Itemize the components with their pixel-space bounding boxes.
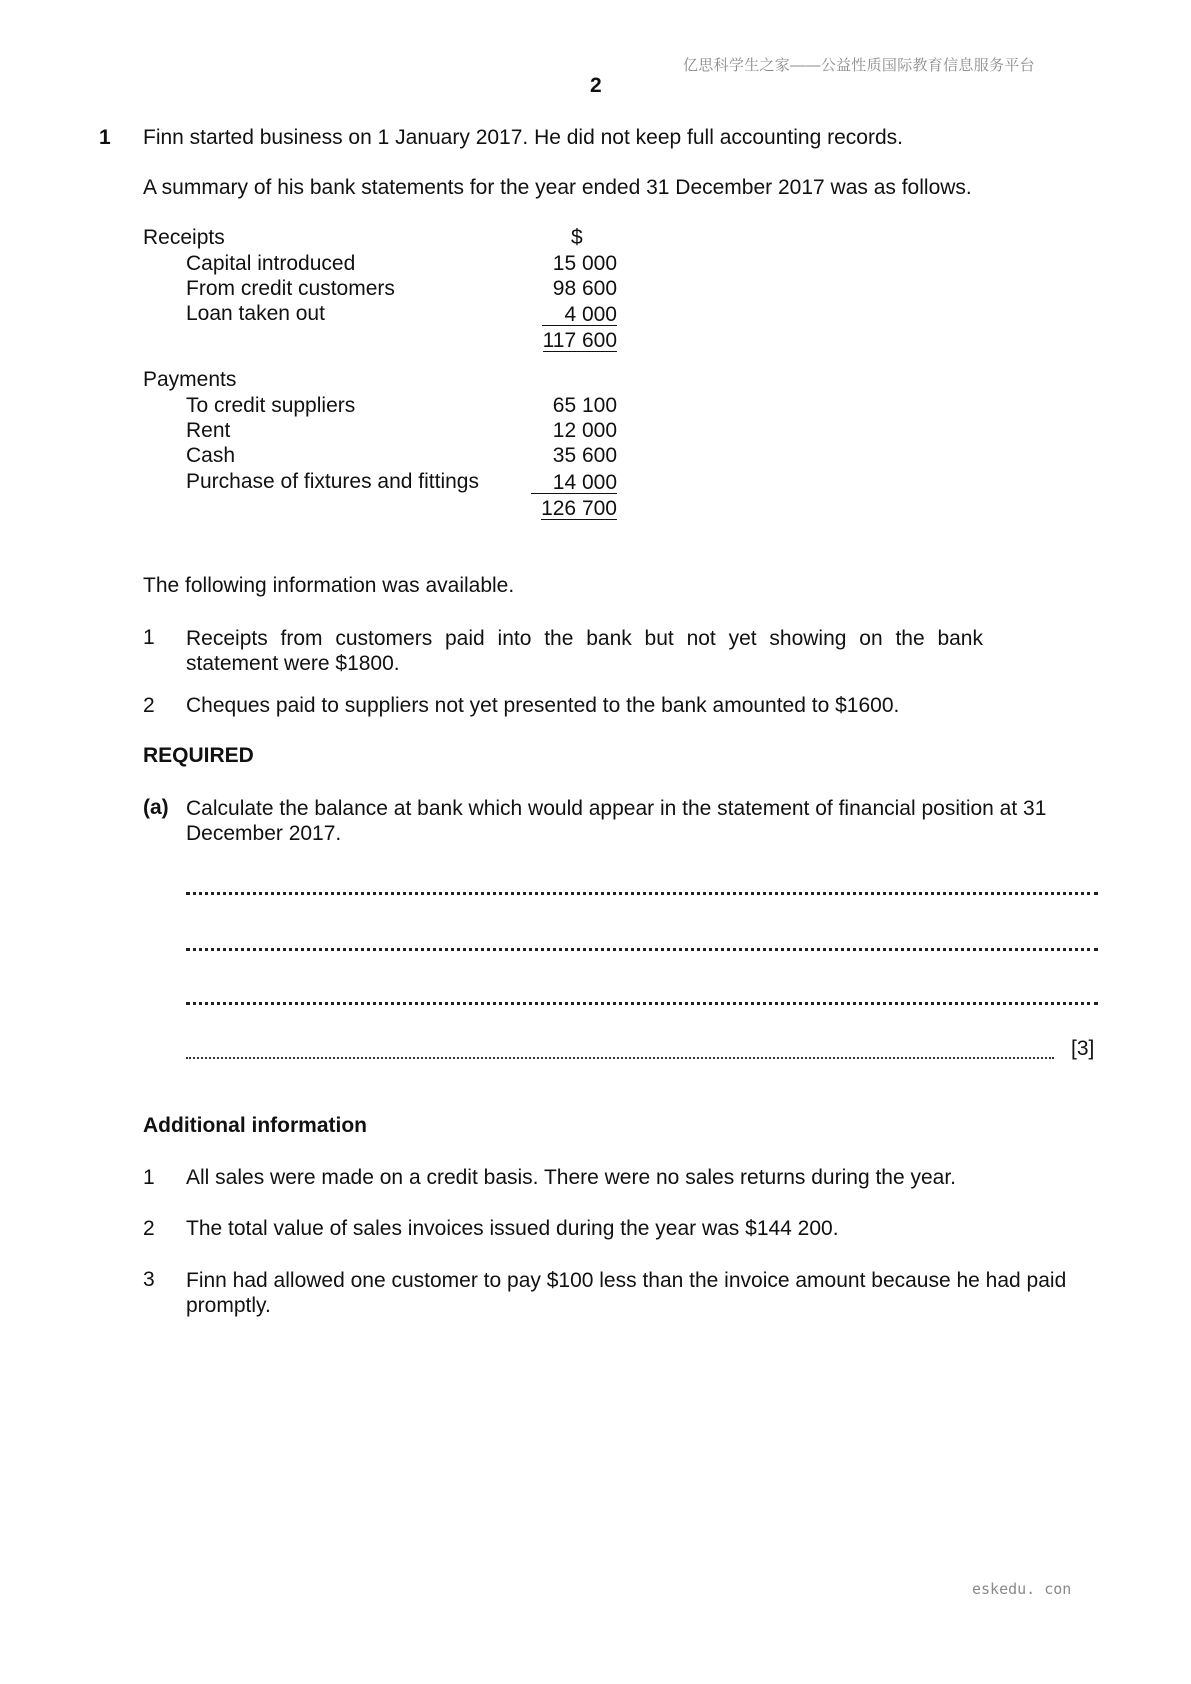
answer-line[interactable] [186,948,1098,951]
question-intro: Finn started business on 1 January 2017. He did not keep full accounting records. [143,126,903,149]
watermark-top: 亿思科学生之家——公益性质国际教育信息服务平台 [683,57,1035,74]
part-a-question: Calculate the balance at bank which would appear in the statement of financial position at 31 December 2017. [186,797,1047,845]
info-item-number: 1 [143,626,155,649]
payment-label: Cash [186,444,236,467]
additional-item-number: 3 [143,1268,155,1291]
marks-label: [3] [1071,1037,1095,1060]
receipt-amount: 98 600 [552,277,617,300]
receipts-heading: Receipts [143,226,225,249]
info-item-number: 2 [143,694,155,717]
receipt-label: From credit customers [186,277,395,300]
additional-item-number: 2 [143,1217,155,1240]
receipts-total: 117 600 [542,329,617,352]
answer-line[interactable] [186,892,1098,895]
payment-amount: 35 600 [552,444,617,467]
payments-total: 126 700 [541,497,617,520]
additional-item-text: The total value of sales invoices issued during the year was $144 200. [186,1217,839,1240]
payment-amount: 65 100 [552,394,617,417]
watermark-bottom: eskedu. con [972,1580,1072,1598]
payment-label: Rent [186,419,231,442]
payment-amount: 12 000 [552,419,617,442]
currency-header: $ [571,226,583,249]
receipt-amount: 15 000 [552,252,617,275]
receipt-label: Loan taken out [186,302,325,325]
information-intro: The following information was available. [143,574,515,597]
answer-line[interactable] [186,1057,1054,1059]
info-item-text: Cheques paid to suppliers not yet presented to the bank amounted to $1600. [186,694,900,717]
payment-label: To credit suppliers [186,394,356,417]
receipt-label: Capital introduced [186,252,356,275]
question-number: 1 [99,126,111,149]
receipt-amount: 4 000 [542,304,617,326]
page-number: 2 [590,74,602,97]
part-a-label: (a) [143,796,169,819]
additional-item-number: 1 [143,1166,155,1189]
answer-line[interactable] [186,1002,1098,1005]
additional-item-text: All sales were made on a credit basis. There were no sales returns during the year. [186,1166,957,1189]
payments-heading: Payments [143,368,237,391]
payment-amount: 14 000 [531,472,617,494]
info-item-text: Receipts from customers paid into the bank but not yet showing on the bank statement were $1800. [186,627,983,675]
summary-intro: A summary of his bank statements for the year ended 31 December 2017 was as follows. [143,176,972,199]
additional-item-text: Finn had allowed one customer to pay $100 less than the invoice amount because he had paid promptly. [186,1269,1067,1317]
additional-info-heading: Additional information [143,1114,367,1137]
required-heading: REQUIRED [143,744,254,767]
payment-label: Purchase of fixtures and fittings [186,470,479,493]
